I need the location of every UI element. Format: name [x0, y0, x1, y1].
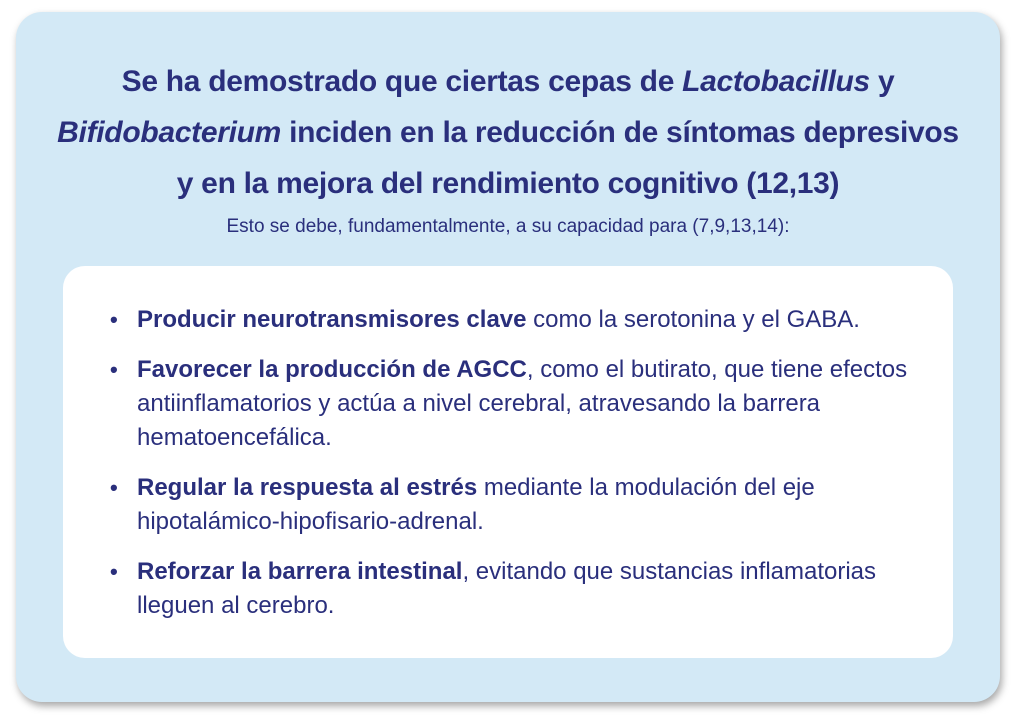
- bullet-icon: •: [110, 475, 118, 500]
- benefit-text: , evitando que sustancias inflamatorias lleguen al cerebro.: [137, 558, 877, 619]
- headline: [56, 56, 960, 209]
- benefit-title: Producir neurotransmisores clave: [137, 306, 527, 333]
- genus-lactobacillus: Lactobacillus: [682, 65, 870, 98]
- benefit-text: mediante la modulación del eje hipotalámico-hipofisario-adrenal.: [137, 474, 815, 535]
- benefit-text: como la serotonina y el GABA.: [526, 306, 860, 333]
- headline-part-3: inciden en la reducción de síntomas depresivos y en la mejora del rendimiento cognitivo (12,13): [176, 116, 959, 200]
- benefit-item-intestinal-barrier: [110, 555, 920, 623]
- genus-bifidobacterium: Bifidobacterium: [57, 116, 282, 149]
- bullet-icon: •: [110, 559, 118, 584]
- benefit-title: Regular la respuesta al estrés: [137, 474, 478, 501]
- bullet-icon: •: [110, 357, 118, 382]
- benefit-item-neurotransmitters: [110, 303, 920, 337]
- intro-text: Esto se debe, fundamentalmente, a su capacidad para (7,9,13,14):: [226, 216, 790, 237]
- headline-part-2: y: [869, 65, 895, 98]
- benefits-list: [110, 303, 920, 639]
- benefit-text: , como el butirato, que tiene efectos antiinflamatorios y actúa a nivel cerebral, atravesando la barrera hematoencefálica.: [137, 356, 908, 451]
- info-card: [16, 12, 1000, 702]
- headline-part-1: Se ha demostrado que ciertas cepas de: [121, 65, 683, 98]
- bullet-icon: •: [110, 307, 118, 332]
- benefit-item-stress: [110, 471, 920, 539]
- benefit-item-agcc: [110, 353, 920, 455]
- benefits-panel: [63, 266, 953, 658]
- benefit-title: Favorecer la producción de AGCC: [137, 356, 527, 383]
- benefit-title: Reforzar la barrera intestinal: [137, 558, 463, 585]
